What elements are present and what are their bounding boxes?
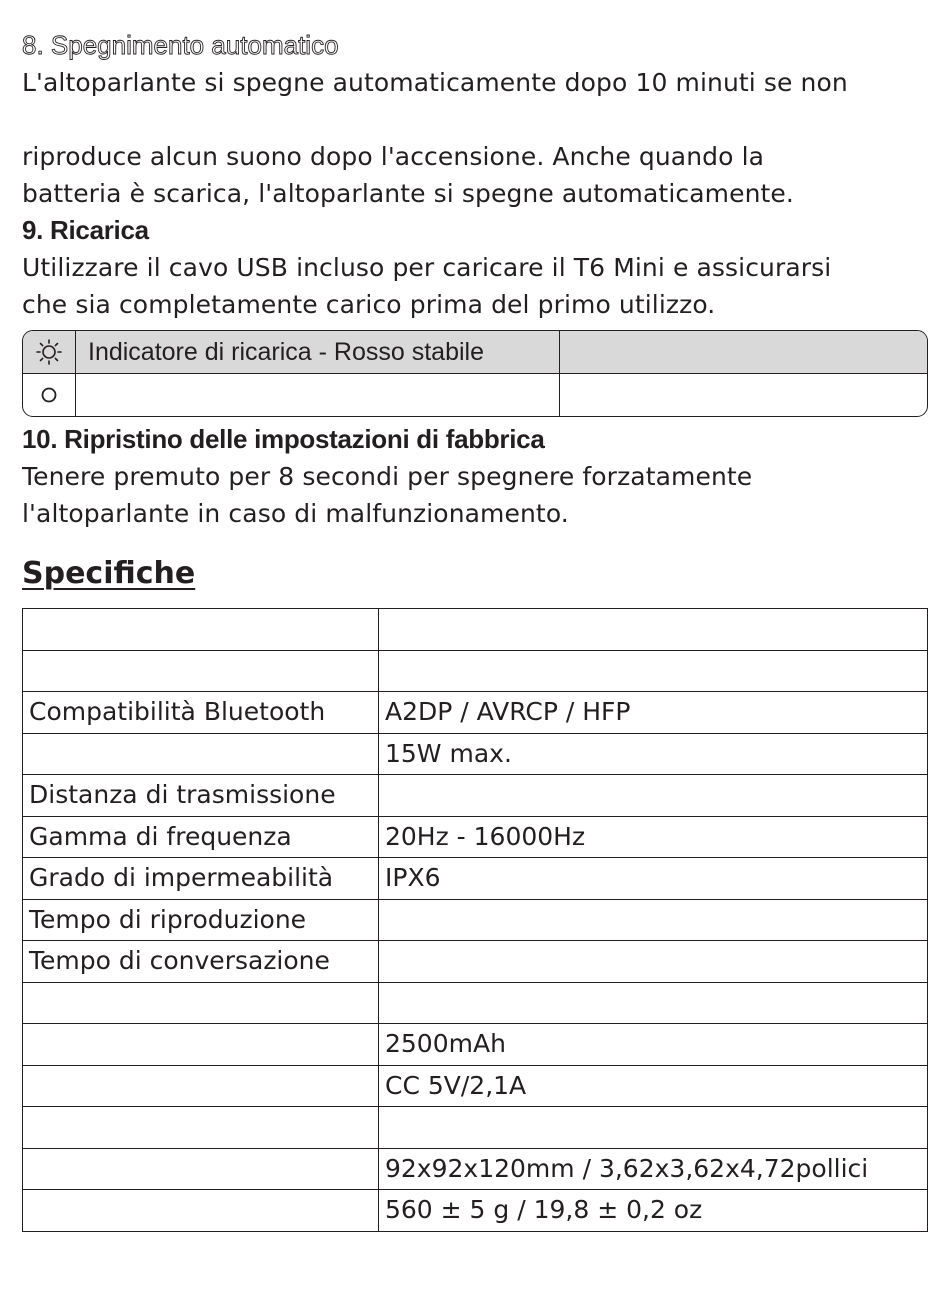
spec-value: 2500mAh	[379, 1024, 928, 1066]
table-row	[23, 1024, 928, 1066]
section-8-line-1: L'altoparlante si spegne automaticamente dopo 10 minuti se non	[22, 68, 848, 97]
spec-value: CC 5V/2,1A	[379, 1065, 928, 1107]
section-9-title: 9. Ricarica	[22, 215, 149, 245]
specs-table	[22, 608, 928, 1232]
spec-value: 20Hz - 16000Hz	[379, 816, 928, 858]
spec-key	[23, 609, 379, 651]
section-8-title: 8. Spegnimento automatico	[22, 30, 339, 60]
table-row	[23, 733, 928, 775]
section-10-line-2: l'altoparlante in caso di malfunzionamento.	[22, 499, 569, 528]
table-row	[23, 775, 928, 817]
spec-key: Compatibilità Bluetooth	[23, 692, 379, 734]
spec-value	[379, 650, 928, 692]
spec-value: A2DP / AVRCP / HFP	[379, 692, 928, 734]
spec-key	[23, 1190, 379, 1232]
led-extra	[560, 374, 927, 416]
spec-value: 15W max.	[379, 733, 928, 775]
section-9-line-1: Utilizzare il cavo USB incluso per caricare il T6 Mini e assicurarsi	[22, 253, 832, 282]
section-10-title: 10. Ripristino delle impostazioni di fabbrica	[22, 424, 545, 454]
spec-key	[23, 733, 379, 775]
table-row	[23, 650, 928, 692]
spec-key	[23, 1024, 379, 1066]
manual-page	[22, 26, 928, 1232]
spec-key	[23, 650, 379, 692]
spec-value: 560 ± 5 g / 19,8 ± 0,2 oz	[379, 1190, 928, 1232]
spec-value: IPX6	[379, 858, 928, 900]
table-row	[23, 1190, 928, 1232]
circle-icon	[39, 385, 59, 405]
section-8-line-2: riproduce alcun suono dopo l'accensione. Anche quando la	[22, 142, 765, 171]
spec-key: Tempo di conversazione	[23, 941, 379, 983]
spec-value	[379, 1107, 928, 1149]
spec-value	[379, 775, 928, 817]
table-row	[23, 941, 928, 983]
spec-key: Distanza di trasmissione	[23, 775, 379, 817]
table-row	[23, 858, 928, 900]
led-description	[76, 374, 560, 416]
led-indicator-table	[22, 330, 928, 417]
table-row	[23, 982, 928, 1024]
table-row	[23, 1148, 928, 1190]
led-icon-cell	[23, 331, 76, 373]
section-10-line-1: Tenere premuto per 8 secondi per spegnere forzatamente	[22, 462, 753, 491]
specs-title: Specifiche	[22, 556, 196, 591]
section-8-line-3: batteria è scarica, l'altoparlante si spegne automaticamente.	[22, 179, 794, 208]
table-row	[23, 692, 928, 734]
spec-value	[379, 941, 928, 983]
spec-key	[23, 1107, 379, 1149]
led-row-off	[23, 373, 927, 416]
table-row	[23, 609, 928, 651]
table-row	[23, 1107, 928, 1149]
led-extra	[560, 331, 927, 373]
spec-value	[379, 899, 928, 941]
table-row	[23, 1065, 928, 1107]
section-9-line-2: che sia completamente carico prima del primo utilizzo.	[22, 290, 716, 319]
spec-key: Tempo di riproduzione	[23, 899, 379, 941]
paragraph-gap	[22, 101, 928, 138]
spec-value: 92x92x120mm / 3,62x3,62x4,72pollici	[379, 1148, 928, 1190]
table-row	[23, 899, 928, 941]
spec-key: Grado di impermeabilità	[23, 858, 379, 900]
led-description: Indicatore di ricarica - Rosso stabile	[76, 331, 560, 373]
led-icon-cell	[23, 374, 76, 416]
spec-value	[379, 982, 928, 1024]
spec-key	[23, 1065, 379, 1107]
table-row	[23, 816, 928, 858]
spec-key: Gamma di frequenza	[23, 816, 379, 858]
spec-key	[23, 1148, 379, 1190]
spec-value	[379, 609, 928, 651]
led-row-charging	[23, 331, 927, 373]
spec-key	[23, 982, 379, 1024]
sun-icon	[35, 338, 63, 366]
